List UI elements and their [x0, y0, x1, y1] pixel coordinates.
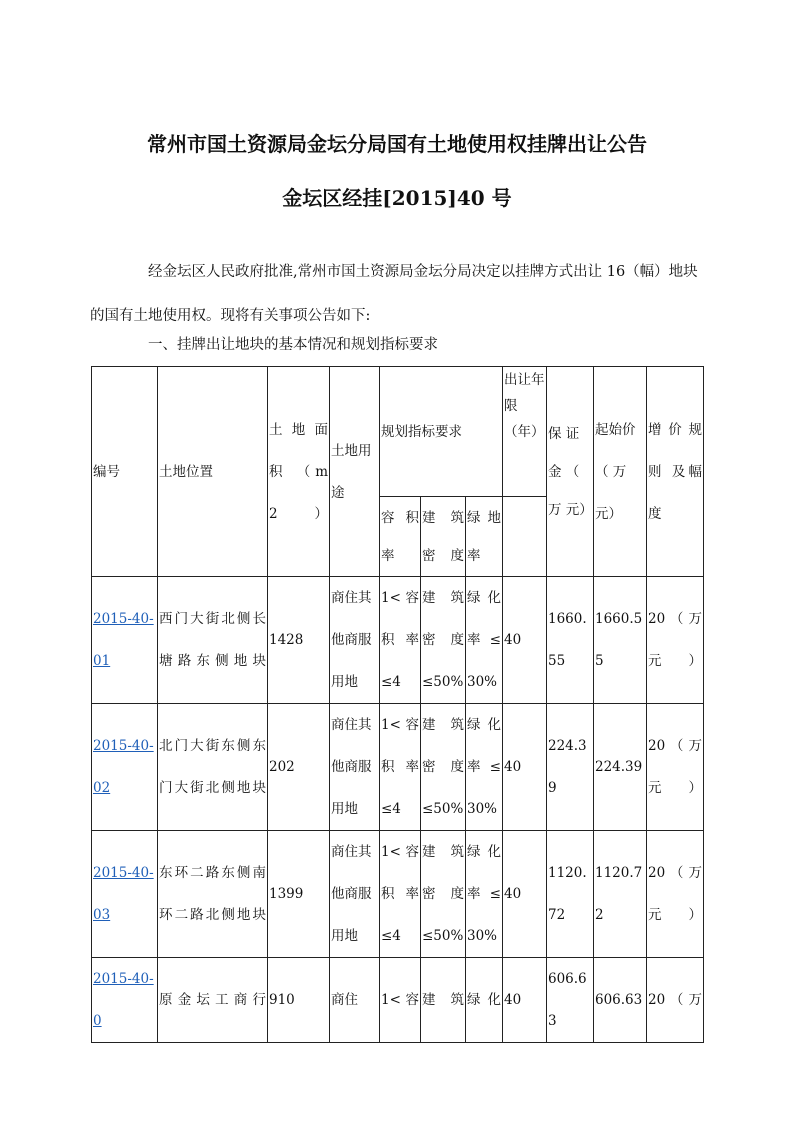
table-row: [92, 831, 704, 958]
cell-green: 绿 化率 ≤30%: [466, 831, 503, 958]
cell-area: 202: [268, 704, 330, 831]
header-deposit: 保 证 金 （ 万 元）: [547, 367, 594, 577]
cell-start-price: 606.63: [594, 958, 647, 1043]
cell-term: 40: [503, 958, 547, 1043]
cell-area: 910: [268, 958, 330, 1043]
cell-density: 建 筑密 度≤50%: [421, 831, 466, 958]
cell-term: 40: [503, 831, 547, 958]
cell-deposit: 224.39: [547, 704, 594, 831]
table-row: [92, 958, 704, 1043]
document-number: 金坛区经挂[2015]40 号: [282, 186, 512, 210]
land-parcel-table: [91, 366, 704, 1043]
cell-use: 商住其他商服用地: [330, 831, 380, 958]
header-plan: 规划指标要求: [380, 367, 503, 497]
intro-paragraph: 经金坛区人民政府批准,常州市国土资源局金坛分局决定以挂牌方式出让 16（幅）地块的国有土地使用权。现将有关事项公告如下:: [90, 264, 698, 324]
cell-area: 1399: [268, 831, 330, 958]
header-term-blank: [503, 497, 547, 577]
header-start-price: 起始价（ 万元）: [594, 367, 647, 577]
header-green: 绿 地 率: [466, 497, 503, 577]
page-title: 常州市国土资源局金坛分局国有土地使用权挂牌出让公告: [147, 132, 647, 156]
cell-term: 40: [503, 577, 547, 704]
header-density: 建 筑 密度: [421, 497, 466, 577]
cell-location: 原金坛工商行: [158, 958, 268, 1043]
cell-green: 绿 化率 ≤30%: [466, 577, 503, 704]
cell-density: 建 筑: [421, 958, 466, 1043]
table-row: [92, 577, 704, 704]
cell-location: 东环二路东侧南环二路北侧地块: [158, 831, 268, 958]
cell-green: 绿 化率 ≤30%: [466, 704, 503, 831]
cell-increment: 20 （ 万元）: [647, 831, 704, 958]
table-row: [92, 704, 704, 831]
cell-increment: 20 （ 万元）: [647, 704, 704, 831]
header-use: 土地用途: [330, 367, 380, 577]
cell-start-price: 224.39: [594, 704, 647, 831]
cell-location: 北门大街东侧东门大街北侧地块: [158, 704, 268, 831]
cell-start-price: 1660.55: [594, 577, 647, 704]
header-far: 容 积 率: [380, 497, 421, 577]
header-area: 土 地 面 积 （m2）: [268, 367, 330, 577]
header-id: 编号: [92, 367, 158, 577]
header-increment: 增 价 规 则 及幅度: [647, 367, 704, 577]
cell-start-price: 1120.72: [594, 831, 647, 958]
cell-deposit: 1660.55: [547, 577, 594, 704]
cell-term: 40: [503, 704, 547, 831]
cell-deposit: 606.63: [547, 958, 594, 1043]
cell-far: 1< 容积 率≤4: [380, 577, 421, 704]
header-term: 出让年限（年）: [503, 367, 547, 497]
cell-location: 西门大街北侧长塘路东侧地块: [158, 577, 268, 704]
cell-increment: 20 （ 万元）: [647, 577, 704, 704]
parcel-id-link[interactable]: 2015-40-01: [92, 577, 158, 704]
parcel-id-link[interactable]: 2015-40-03: [92, 831, 158, 958]
section-heading: 一、挂牌出让地块的基本情况和规划指标要求: [148, 337, 438, 353]
cell-use: 商住其他商服用地: [330, 577, 380, 704]
cell-use: 商住: [330, 958, 380, 1043]
parcel-id-link[interactable]: 2015-40-02: [92, 704, 158, 831]
cell-use: 商住其他商服用地: [330, 704, 380, 831]
cell-far: 1< 容积 率≤4: [380, 704, 421, 831]
cell-deposit: 1120.72: [547, 831, 594, 958]
cell-increment: 20 （ 万: [647, 958, 704, 1043]
header-location: 土地位置: [158, 367, 268, 577]
cell-area: 1428: [268, 577, 330, 704]
cell-density: 建 筑密 度≤50%: [421, 704, 466, 831]
cell-green: 绿 化: [466, 958, 503, 1043]
cell-far: 1< 容积 率≤4: [380, 831, 421, 958]
cell-far: 1< 容: [380, 958, 421, 1043]
cell-density: 建 筑密 度≤50%: [421, 577, 466, 704]
parcel-id-link[interactable]: 2015-40-0: [92, 958, 158, 1043]
